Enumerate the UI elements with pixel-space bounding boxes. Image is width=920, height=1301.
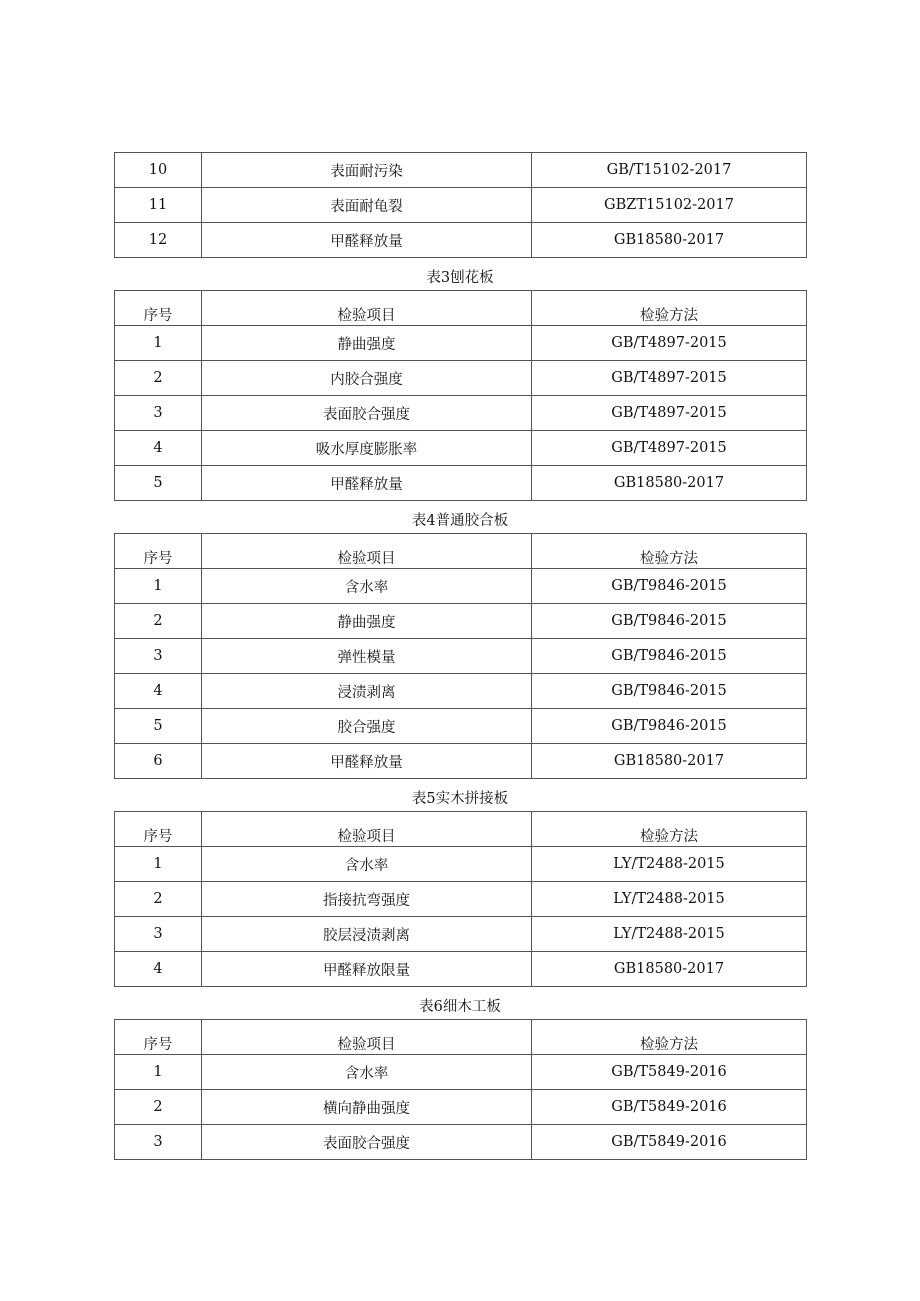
table-row bbox=[115, 361, 807, 396]
row-number: 3 bbox=[115, 917, 202, 952]
table-header-row bbox=[115, 291, 807, 326]
inspection-method: LY/T2488-2015 bbox=[532, 847, 807, 882]
header-number: 序号 bbox=[115, 291, 202, 326]
row-number: 2 bbox=[115, 1090, 202, 1125]
table-row bbox=[115, 1090, 807, 1125]
row-number: 1 bbox=[115, 326, 202, 361]
table-row bbox=[115, 847, 807, 882]
table-row bbox=[115, 223, 807, 258]
table-row bbox=[115, 952, 807, 987]
inspection-item: 吸水厚度膨胀率 bbox=[202, 431, 532, 466]
row-number: 3 bbox=[115, 1125, 202, 1160]
inspection-method: GB18580-2017 bbox=[532, 952, 807, 987]
inspection-item: 弹性模量 bbox=[202, 639, 532, 674]
row-number: 11 bbox=[115, 188, 202, 223]
row-number: 2 bbox=[115, 604, 202, 639]
table-header-row bbox=[115, 534, 807, 569]
inspection-method: LY/T2488-2015 bbox=[532, 917, 807, 952]
table-section-plywood bbox=[114, 501, 806, 779]
table-row bbox=[115, 674, 807, 709]
inspection-method: GB/T4897-2015 bbox=[532, 396, 807, 431]
table-section-continued bbox=[114, 152, 806, 258]
inspection-item: 甲醛释放量 bbox=[202, 223, 532, 258]
inspection-method: GB/T9846-2015 bbox=[532, 709, 807, 744]
table-row bbox=[115, 639, 807, 674]
table-row bbox=[115, 882, 807, 917]
row-number: 1 bbox=[115, 1055, 202, 1090]
inspection-item: 胶层浸渍剥离 bbox=[202, 917, 532, 952]
table-row bbox=[115, 604, 807, 639]
row-number: 10 bbox=[115, 153, 202, 188]
inspection-item: 表面耐龟裂 bbox=[202, 188, 532, 223]
row-number: 5 bbox=[115, 466, 202, 501]
inspection-table bbox=[114, 533, 807, 779]
inspection-item: 含水率 bbox=[202, 1055, 532, 1090]
inspection-item: 甲醛释放限量 bbox=[202, 952, 532, 987]
inspection-table bbox=[114, 152, 807, 258]
header-item: 检验项目 bbox=[202, 534, 532, 569]
inspection-method: GB/T15102-2017 bbox=[532, 153, 807, 188]
inspection-item: 横向静曲强度 bbox=[202, 1090, 532, 1125]
header-item: 检验项目 bbox=[202, 291, 532, 326]
row-number: 2 bbox=[115, 882, 202, 917]
inspection-method: GB/T9846-2015 bbox=[532, 674, 807, 709]
inspection-table bbox=[114, 1019, 807, 1160]
row-number: 4 bbox=[115, 674, 202, 709]
header-method: 检验方法 bbox=[532, 534, 807, 569]
header-item: 检验项目 bbox=[202, 812, 532, 847]
inspection-method: GB/T4897-2015 bbox=[532, 361, 807, 396]
row-number: 12 bbox=[115, 223, 202, 258]
row-number: 3 bbox=[115, 396, 202, 431]
row-number: 1 bbox=[115, 847, 202, 882]
table-caption: 表6细木工板 bbox=[419, 999, 501, 1015]
table-row bbox=[115, 744, 807, 779]
table-header-row bbox=[115, 1020, 807, 1055]
table-row bbox=[115, 917, 807, 952]
header-item: 检验项目 bbox=[202, 1020, 532, 1055]
inspection-item: 静曲强度 bbox=[202, 326, 532, 361]
inspection-method: GB/T4897-2015 bbox=[532, 326, 807, 361]
table-row bbox=[115, 466, 807, 501]
inspection-method: GB/T9846-2015 bbox=[532, 604, 807, 639]
row-number: 1 bbox=[115, 569, 202, 604]
table-row bbox=[115, 1125, 807, 1160]
inspection-method: GB18580-2017 bbox=[532, 223, 807, 258]
table-section-blockboard bbox=[114, 987, 806, 1160]
inspection-table bbox=[114, 811, 807, 987]
inspection-item: 表面胶合强度 bbox=[202, 1125, 532, 1160]
table-row bbox=[115, 569, 807, 604]
inspection-item: 内胶合强度 bbox=[202, 361, 532, 396]
table-row bbox=[115, 396, 807, 431]
table-section-solid-wood-board bbox=[114, 779, 806, 987]
table-row bbox=[115, 431, 807, 466]
table-section-particleboard bbox=[114, 258, 806, 501]
inspection-item: 含水率 bbox=[202, 847, 532, 882]
inspection-table bbox=[114, 290, 807, 501]
inspection-item: 胶合强度 bbox=[202, 709, 532, 744]
table-caption: 表4普通胶合板 bbox=[411, 513, 509, 529]
inspection-method: GB18580-2017 bbox=[532, 744, 807, 779]
inspection-method: GBZT15102-2017 bbox=[532, 188, 807, 223]
header-number: 序号 bbox=[115, 1020, 202, 1055]
inspection-item: 甲醛释放量 bbox=[202, 466, 532, 501]
inspection-method: GB/T5849-2016 bbox=[532, 1055, 807, 1090]
table-caption: 表5实木拼接板 bbox=[411, 791, 509, 807]
inspection-item: 表面胶合强度 bbox=[202, 396, 532, 431]
row-number: 6 bbox=[115, 744, 202, 779]
inspection-method: GB/T9846-2015 bbox=[532, 639, 807, 674]
inspection-item: 表面耐污染 bbox=[202, 153, 532, 188]
inspection-item: 指接抗弯强度 bbox=[202, 882, 532, 917]
inspection-item: 甲醛释放量 bbox=[202, 744, 532, 779]
row-number: 4 bbox=[115, 431, 202, 466]
row-number: 2 bbox=[115, 361, 202, 396]
row-number: 4 bbox=[115, 952, 202, 987]
row-number: 3 bbox=[115, 639, 202, 674]
inspection-method: GB/T9846-2015 bbox=[532, 569, 807, 604]
table-row bbox=[115, 153, 807, 188]
inspection-method: GB/T5849-2016 bbox=[532, 1090, 807, 1125]
row-number: 5 bbox=[115, 709, 202, 744]
inspection-method: GB18580-2017 bbox=[532, 466, 807, 501]
inspection-item: 含水率 bbox=[202, 569, 532, 604]
table-caption: 表3刨花板 bbox=[426, 270, 494, 286]
inspection-item: 浸渍剥离 bbox=[202, 674, 532, 709]
inspection-method: GB/T5849-2016 bbox=[532, 1125, 807, 1160]
header-method: 检验方法 bbox=[532, 291, 807, 326]
document-page bbox=[114, 152, 806, 1160]
table-row bbox=[115, 1055, 807, 1090]
header-number: 序号 bbox=[115, 534, 202, 569]
table-header-row bbox=[115, 812, 807, 847]
table-row bbox=[115, 188, 807, 223]
inspection-item: 静曲强度 bbox=[202, 604, 532, 639]
table-row bbox=[115, 326, 807, 361]
header-method: 检验方法 bbox=[532, 812, 807, 847]
table-row bbox=[115, 709, 807, 744]
header-number: 序号 bbox=[115, 812, 202, 847]
inspection-method: LY/T2488-2015 bbox=[532, 882, 807, 917]
inspection-method: GB/T4897-2015 bbox=[532, 431, 807, 466]
header-method: 检验方法 bbox=[532, 1020, 807, 1055]
